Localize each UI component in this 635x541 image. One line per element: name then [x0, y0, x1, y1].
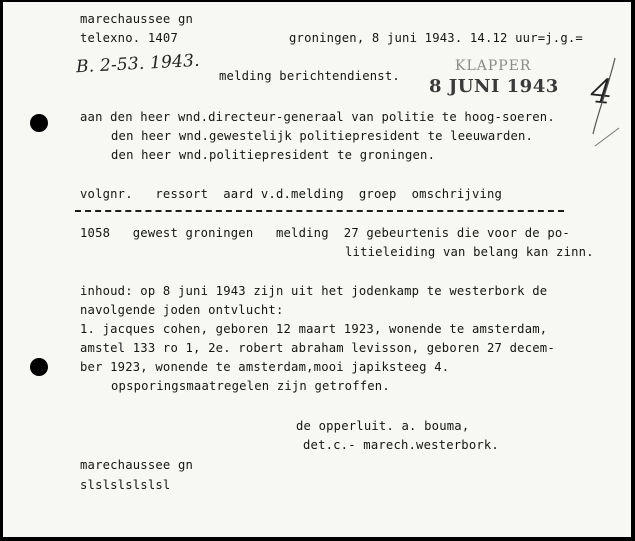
handwritten-mark: 4 — [588, 70, 615, 114]
body-line-2: navolgende joden ontvlucht: — [80, 303, 284, 317]
header-sender: marechaussee gn — [80, 12, 194, 26]
punch-hole-bottom — [30, 358, 48, 376]
signature-line-1: de opperluit. a. bouma, — [296, 419, 470, 433]
footer-sender: marechaussee gn — [80, 458, 194, 472]
body-line-5: ber 1923, wonende te amsterdam,mooi japiksteeg 4. — [80, 360, 450, 374]
table-row-line-2: litieleiding van belang kan zinn. — [345, 245, 594, 259]
scan-edge — [0, 537, 635, 541]
stamp-name: KLAPPER — [455, 58, 532, 74]
stamp-date: 8 JUNI 1943 — [429, 76, 559, 97]
message-subject: melding berichtendienst. — [219, 69, 400, 83]
table-row-line-1: 1058 gewest groningen melding 27 gebeurtenis die voor de po- — [80, 226, 570, 240]
body-line-3: 1. jacques cohen, geboren 12 maart 1923, wonende te amsterdam, — [80, 322, 548, 336]
telex-number: telexno. 1407 — [80, 31, 178, 45]
place-date-time: groningen, 8 juni 1943. 14.12 uur=j.g.= — [289, 31, 583, 45]
addressee-3: den heer wnd.politiepresident te groningen. — [111, 148, 436, 162]
body-line-4: amstel 133 ro 1, 2e. robert abraham levisson, geboren 27 decem- — [80, 341, 555, 355]
addressee-2: den heer wnd.gewestelijk politiepresident te leeuwarden. — [111, 129, 534, 143]
punch-hole-top — [30, 114, 48, 132]
table-divider — [75, 210, 564, 212]
body-line-1: inhoud: op 8 juni 1943 zijn uit het jodenkamp te westerbork de — [80, 284, 548, 298]
table-column-headers: volgnr. ressort aard v.d.melding groep omschrijving — [80, 187, 503, 201]
addressee-1: aan den heer wnd.directeur-generaal van politie te hoog-soeren. — [80, 110, 555, 124]
body-line-6: opsporingsmaatregelen zijn getroffen. — [111, 379, 390, 393]
document-page — [3, 2, 631, 537]
handwritten-reference: B. 2-53. 1943. — [75, 50, 201, 78]
telex-document — [3, 2, 631, 537]
pencil-strokes — [579, 54, 623, 154]
signature-line-2: det.c.- marech.westerbork. — [303, 438, 499, 452]
footer-end-code: slslslslslsl — [80, 478, 171, 492]
